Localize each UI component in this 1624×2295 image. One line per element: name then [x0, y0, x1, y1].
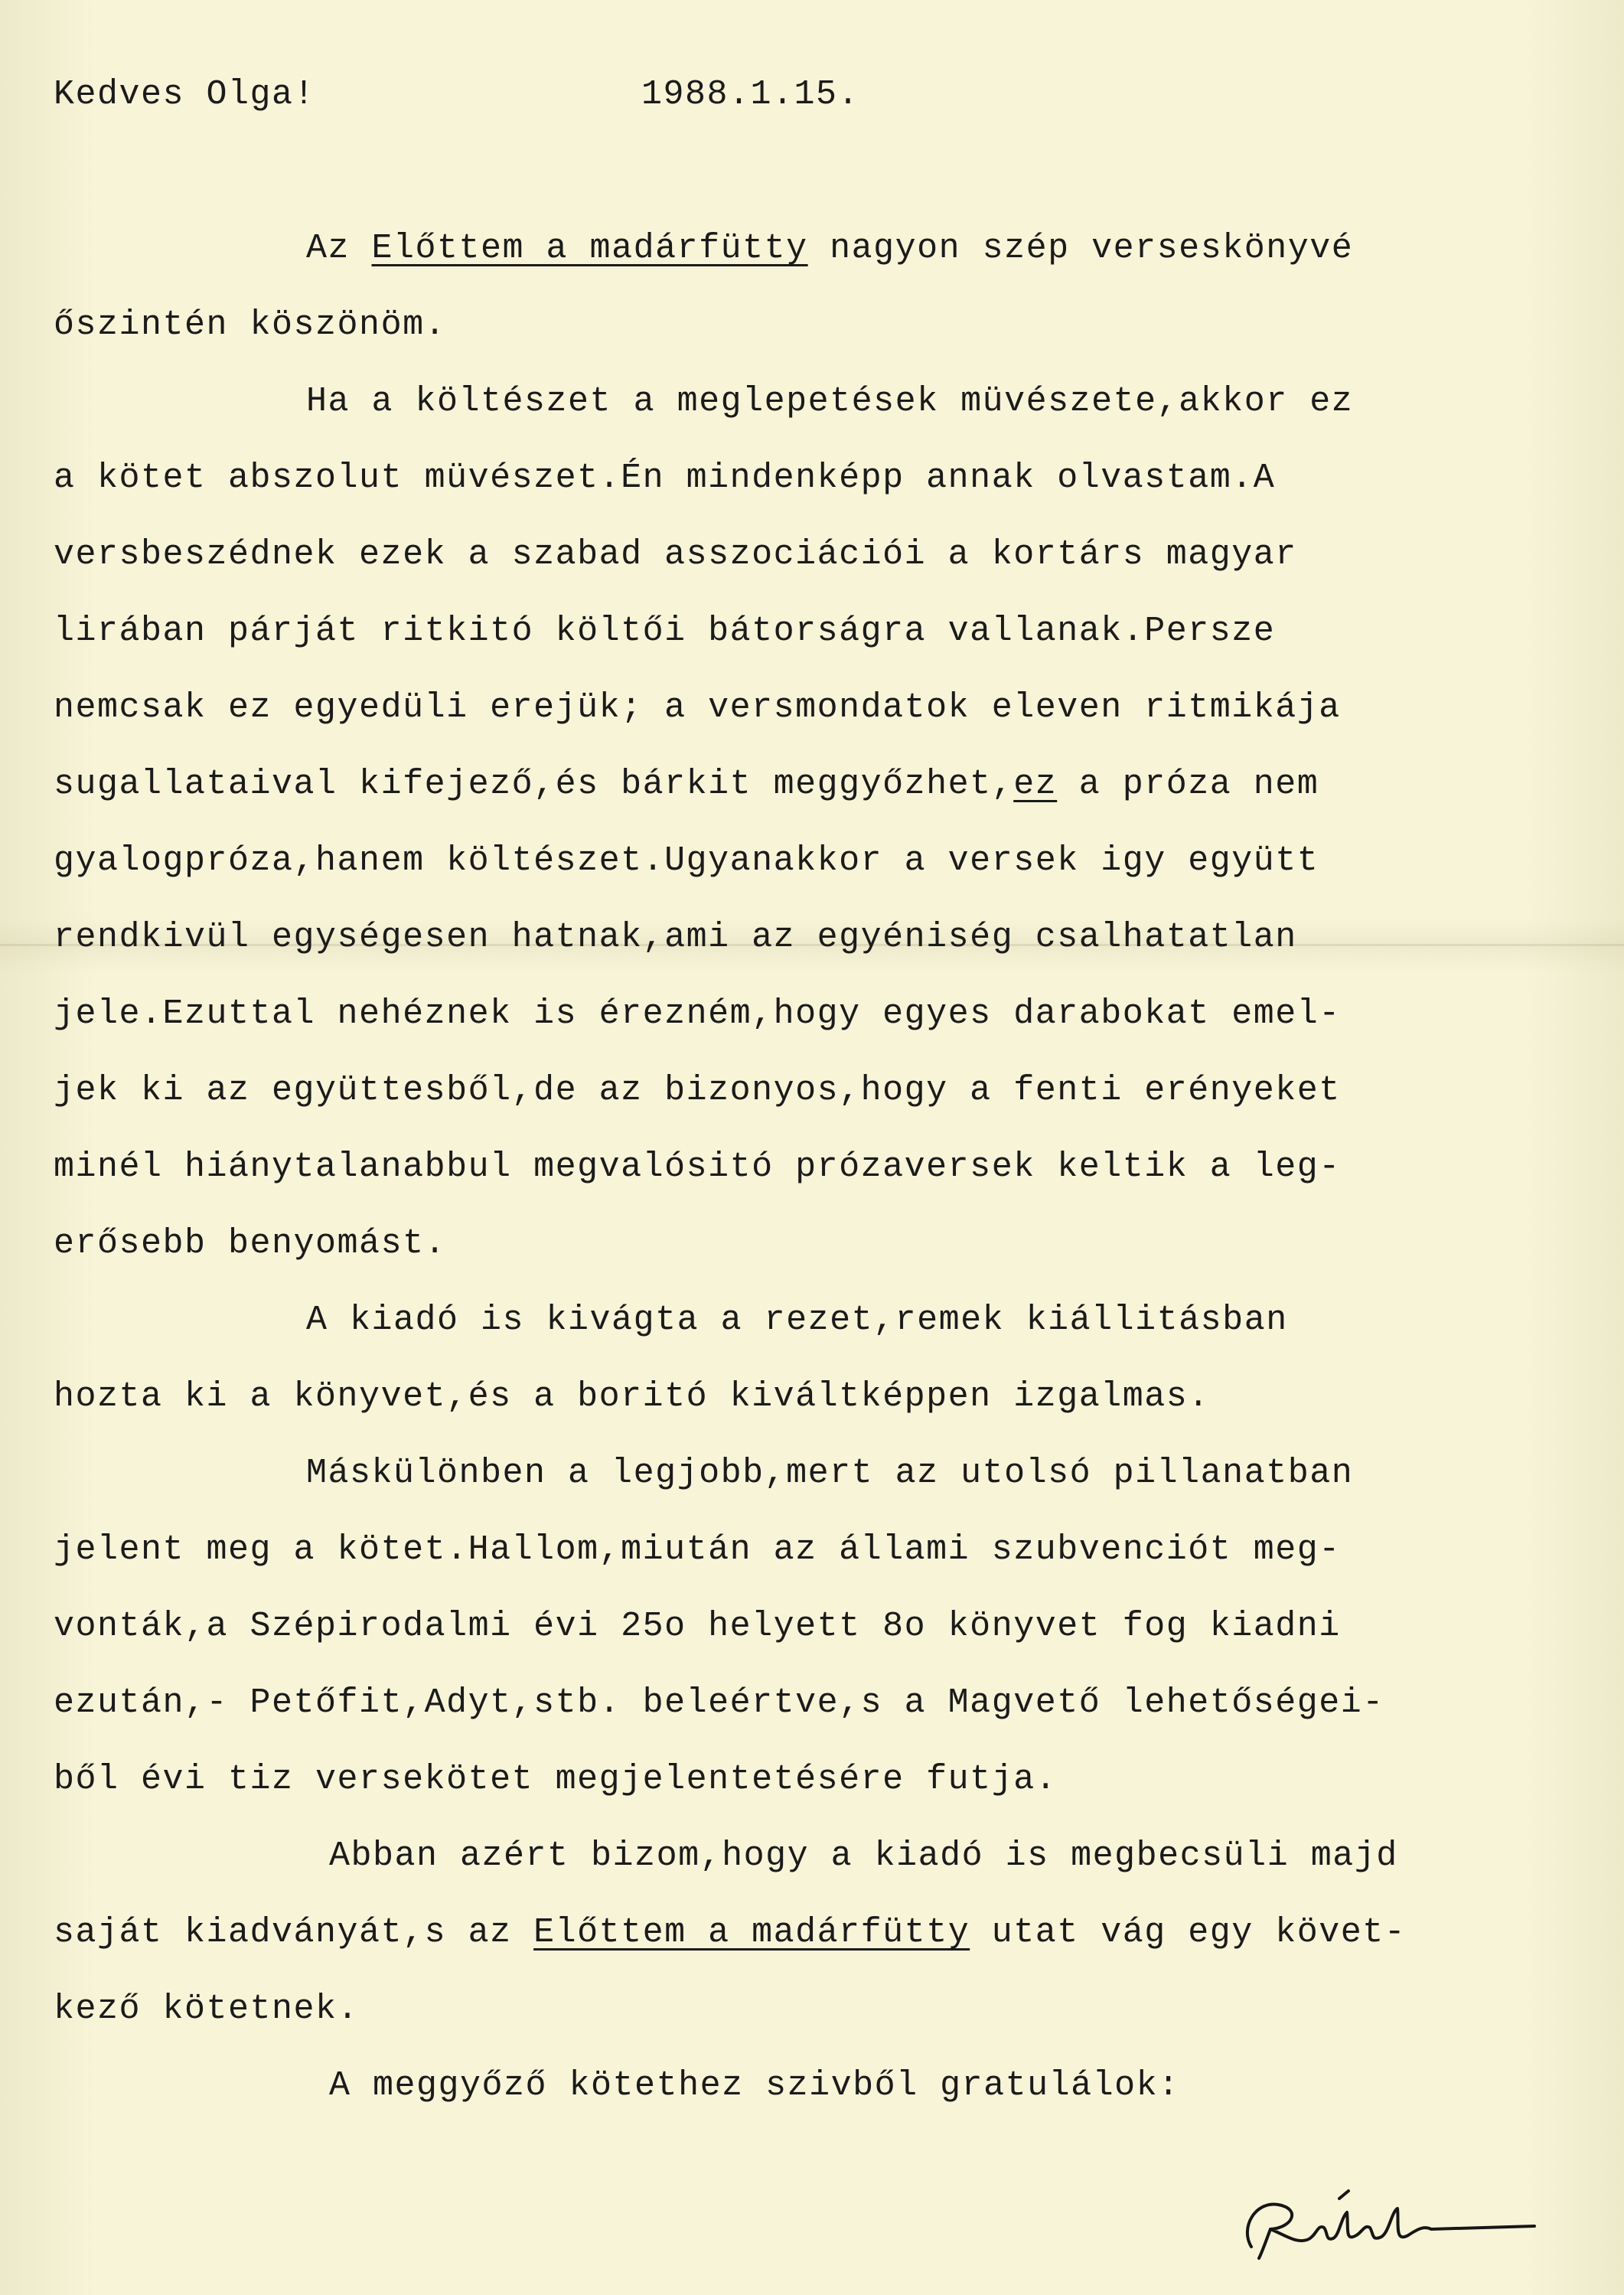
line-text: versbeszédnek ezek a szabad asszociációi a kortárs magyar [54, 535, 1297, 574]
line-text: minél hiánytalanabbul megvalósitó prózaversek keltik a leg- [54, 1148, 1341, 1187]
line-text: ből évi tiz versekötet megjelentetésére futja. [54, 1760, 1058, 1799]
letter-line [329, 1836, 1398, 1877]
letter-line [306, 1453, 1353, 1494]
line-text: nemcsak ez egyedüli erejük; a versmondatok eleven ritmikája [54, 688, 1341, 727]
line-text: saját kiadványát,s az [54, 1913, 534, 1952]
letter-date: 1988.1.15. [641, 75, 860, 114]
line-text: gyalogpróza,hanem költészet.Ugyanakkor a versek igy együtt [54, 841, 1319, 880]
letter-line [54, 1989, 359, 2030]
letter-line [54, 917, 1297, 958]
letter-line [54, 1147, 1341, 1188]
underlined-title: Előttem a madárfütty [533, 1913, 970, 1952]
line-text: Ha a költészet a meglepetések müvészete,akkor ez [306, 382, 1354, 421]
line-text: Máskülönben a legjobb,mert az utolsó pillanatban [306, 1454, 1354, 1493]
line-text: őszintén köszönöm. [54, 305, 447, 344]
letter-line [54, 1606, 1341, 1647]
line-text: a kötet abszolut müvészet.Én mindenképp annak olvastam.A [54, 459, 1276, 498]
letter-line [54, 611, 1275, 652]
line-text: jek ki az együttesből,de az bizonyos,hogy a fenti erényeket [54, 1071, 1341, 1110]
letter-line [54, 458, 1275, 499]
line-text: A meggyőző kötethez szivből gratulálok: [329, 2066, 1180, 2105]
line-text: nagyon szép verseskönyvé [807, 229, 1354, 268]
letter-line [54, 994, 1341, 1035]
letter-line [54, 687, 1341, 729]
line-text: kező kötetnek. [54, 1990, 360, 2029]
line-text: jelent meg a kötet.Hallom,miután az állami szubvenciót meg- [54, 1530, 1341, 1569]
letter-line [54, 1759, 1057, 1800]
underlined-title: Előttem a madárfütty [371, 229, 808, 268]
line-text: Az [306, 229, 372, 268]
line-text: utat vág egy követ- [970, 1913, 1407, 1952]
letter-line [54, 305, 446, 346]
letter-line [54, 1070, 1341, 1112]
letter-line [306, 381, 1353, 423]
line-text: A kiadó is kivágta a rezet,remek kiállitásban [306, 1301, 1288, 1340]
line-text: ezután,- Petőfit,Adyt,stb. beleértve,s a Magvető lehetőségei- [54, 1683, 1384, 1722]
line-text: erősebb benyomást. [54, 1224, 447, 1263]
letter-line [54, 1683, 1384, 1724]
underlined-title: ez [1013, 765, 1058, 804]
letter-line [54, 841, 1319, 882]
letter-line [54, 1912, 1406, 1954]
line-text: sugallataival kifejező,és bárkit meggyőzhet, [54, 765, 1014, 804]
letter-line [54, 1376, 1210, 1418]
line-text: hozta ki a könyvet,és a boritó kiváltképpen izgalmas. [54, 1377, 1210, 1416]
letter-line [306, 228, 1353, 269]
letter-line [54, 1223, 446, 1265]
letter-line [329, 2065, 1180, 2107]
line-text: rendkivül egységesen hatnak,ami az egyéniség csalhatatlan [54, 918, 1297, 957]
letter-line [54, 1529, 1341, 1571]
letter-line [54, 764, 1319, 805]
line-text: lirában párját ritkitó költői bátorságra vallanak.Persze [54, 612, 1276, 651]
line-text: vonták,a Szépirodalmi évi 25o helyett 8o könyvet fog kiadni [54, 1607, 1341, 1646]
salutation: Kedves Olga! [54, 75, 316, 114]
line-text: a próza nem [1057, 765, 1319, 804]
letter-line [54, 534, 1297, 576]
line-text: Abban azért bizom,hogy a kiadó is megbecsüli majd [329, 1836, 1398, 1876]
line-text: jele.Ezuttal nehéznek is érezném,hogy egyes darabokat emel- [54, 994, 1341, 1033]
handwritten-signature [1225, 2182, 1546, 2266]
letter-line [306, 1300, 1288, 1341]
